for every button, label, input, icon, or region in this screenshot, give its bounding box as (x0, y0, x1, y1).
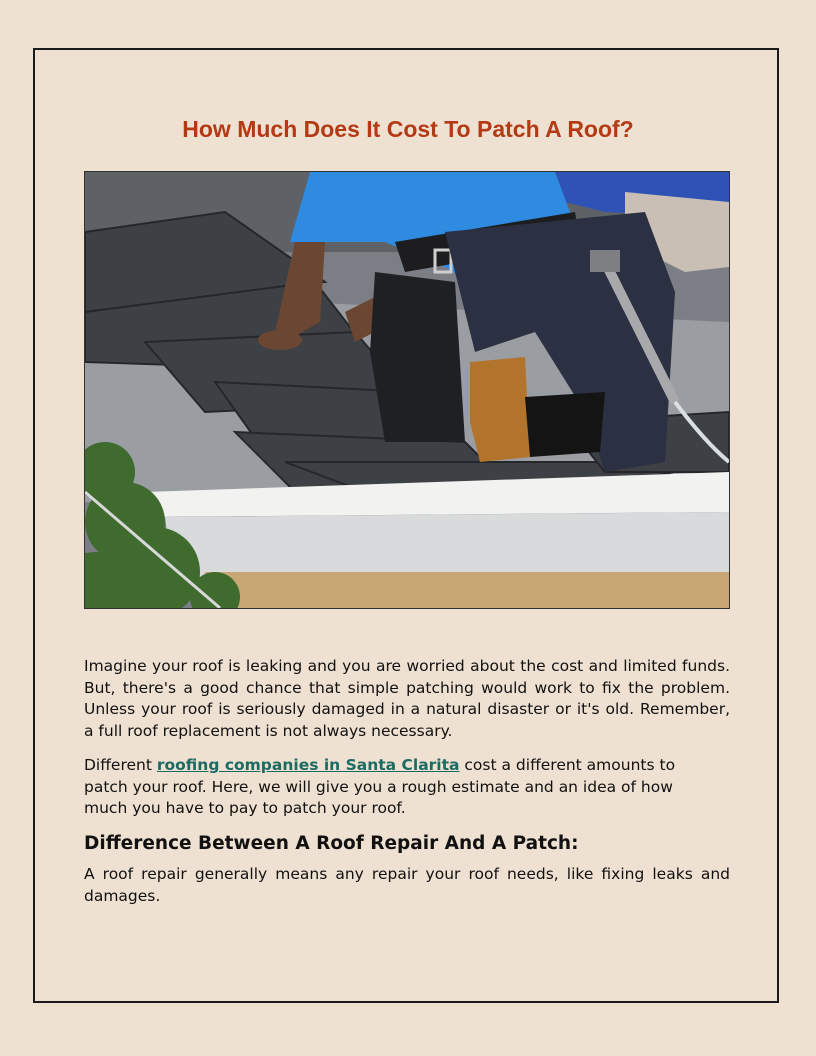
intro-paragraph: Imagine your roof is leaking and you are worried about the cost and limited funds. But, there's a good chance that simple patching would work to fix the problem. Unless your roof is seriously damaged in a natural disaster or it's old. Remember, a full roof replacement is not always necessary. (84, 657, 730, 740)
roofing-companies-link[interactable]: roofing companies in Santa Clarita (156, 756, 460, 774)
section-heading: Difference Between A Roof Repair And A Patch: (84, 833, 579, 854)
roofer-photo (84, 171, 730, 609)
companies-paragraph (84, 755, 704, 820)
roofer-patching-shingles-photo (85, 172, 729, 608)
page-title: How Much Does It Cost To Patch A Roof? (182, 116, 634, 142)
paragraph2-after: cost a different amounts to patch your roof. Here, we will give you a rough estimate and an idea of how much you have to pay to patch your roof. (84, 756, 676, 817)
repair-paragraph: A roof repair generally means any repair your roof needs, like fixing leaks and damages. (84, 865, 730, 905)
paragraph2-before: Different (84, 756, 157, 774)
